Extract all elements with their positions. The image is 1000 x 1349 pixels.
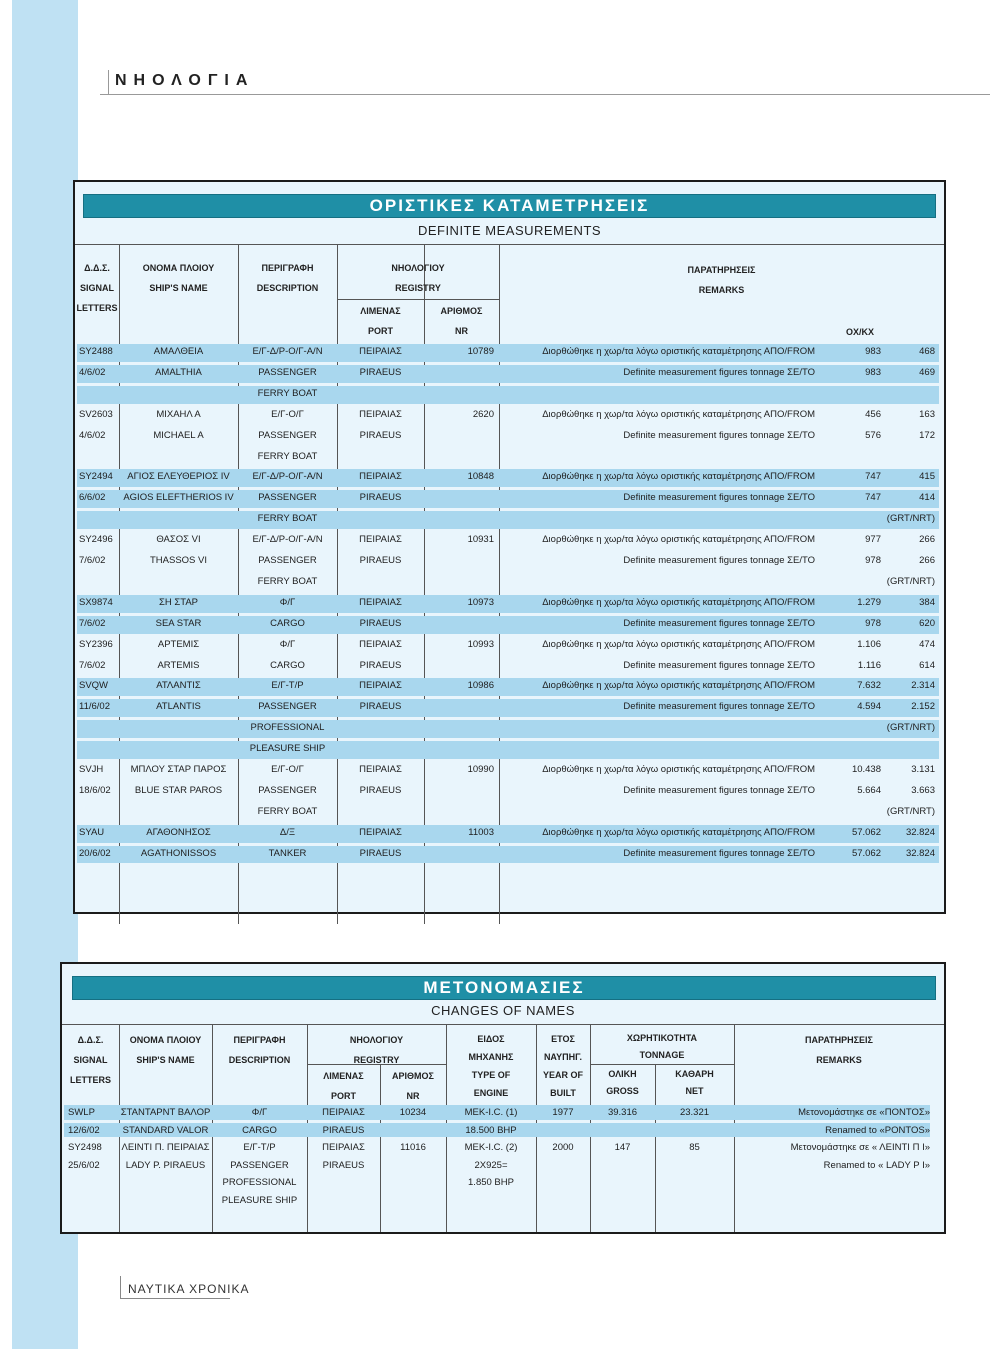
cell-net: 172 xyxy=(919,429,935,441)
hdr-port: ΛΙΜΕΝΑΣ PORT xyxy=(360,306,401,336)
cell-description: CARGO xyxy=(242,1124,277,1136)
hdr-description: ΠΕΡΙΓΡΑΦΗ DESCRIPTION xyxy=(256,263,319,293)
cell-net: 85 xyxy=(689,1142,700,1153)
cell-net: 614 xyxy=(919,659,935,671)
cell-signal: 4/6/02 xyxy=(79,429,106,441)
cell-description: Ε/Γ-Τ/Ρ xyxy=(243,1142,276,1153)
cell-net: 620 xyxy=(919,617,935,629)
cell-signal: 20/6/02 xyxy=(79,847,111,859)
cell-port: PIRAEUS xyxy=(359,659,402,671)
footer-rule-vertical xyxy=(120,1276,121,1298)
cell-remarks: Definite measurement figures tonnage ΣΕ/ΤΟ xyxy=(623,366,815,378)
cell-ship-name: ΑΓΑΘΟΝΗΣΟΣ xyxy=(146,826,211,838)
cell-gross: 978 xyxy=(865,555,881,566)
cell-ship-name: ΣΗ ΣΤΑΡ xyxy=(158,596,199,608)
cell-port: ΠΕΙΡΑΙΑΣ xyxy=(322,1107,365,1118)
cell-net: 266 xyxy=(919,534,935,546)
cell-description: PASSENGER xyxy=(258,701,317,713)
cell-net: 23.321 xyxy=(679,1107,710,1118)
hdr-nr: ΑΡΙΘΜΟΣ NR xyxy=(440,306,483,336)
cell-gross: 147 xyxy=(614,1142,631,1153)
header-rule-vertical xyxy=(108,70,109,94)
cell-ship-name: STANDARD VALOR xyxy=(122,1124,209,1136)
cell-signal: SY2498 xyxy=(68,1142,102,1153)
cell-engine: 1.850 BHP xyxy=(468,1177,514,1188)
cell-port: ΠΕΙΡΑΙΑΣ xyxy=(359,596,402,608)
cell-signal: SV2603 xyxy=(79,408,113,420)
cell-ship-name: LADY P. PIRAEUS xyxy=(125,1159,206,1171)
cell-signal: SX9874 xyxy=(79,596,113,608)
cell-description: Φ/Γ xyxy=(279,596,296,608)
cell-registry-nr: 2620 xyxy=(472,408,494,420)
cell-remarks: Definite measurement figures tonnage ΣΕ/ΤΟ xyxy=(623,617,815,629)
cell-remarks: Διορθώθηκε η χωρ/τα λόγω οριστικής καταμέτρησης ΑΠΟ/FROM xyxy=(542,346,815,357)
hdr2-name: ΟΝΟΜΑ ΠΛΟΙΟΥ SHIP'S NAME xyxy=(129,1035,202,1065)
changes-title-en: CHANGES OF NAMES xyxy=(431,1003,575,1018)
cell-registry-nr: 10990 xyxy=(467,764,494,775)
cell-description: PLEASURE SHIP xyxy=(249,743,326,755)
cell-ship-name: ARTEMIS xyxy=(157,659,200,671)
cell-gross: 1.106 xyxy=(857,638,881,650)
cell-description: Ε/Γ-Τ/Ρ xyxy=(271,680,304,692)
row-band xyxy=(77,720,939,738)
hdr2-tonnage: ΧΩΡΗΤΙΚΟΤΗΤΑ TONNAGE xyxy=(626,1033,698,1060)
cell-net: 2.314 xyxy=(911,680,935,692)
cell-signal: 7/6/02 xyxy=(79,617,106,629)
running-header: ΝΗΟΛΟΓΙΑ xyxy=(115,72,255,89)
cell-net: (GRT/NRT) xyxy=(886,575,935,587)
cell-port: ΠΕΙΡΑΙΑΣ xyxy=(359,534,402,546)
cell-remarks: Definite measurement figures tonnage ΣΕ/ΤΟ xyxy=(623,429,815,441)
hdr2-year: ΕΤΟΣ ΝΑΥΠΗΓ. YEAR OF BUILT xyxy=(542,1034,583,1098)
cell-gross: 39.316 xyxy=(607,1107,638,1118)
cell-signal: 12/6/02 xyxy=(68,1124,100,1136)
cell-gross: 10.438 xyxy=(851,764,881,775)
cell-remarks: Διορθώθηκε η χωρ/τα λόγω οριστικής καταμέτρησης ΑΠΟ/FROM xyxy=(542,826,815,838)
cell-port: ΠΕΙΡΑΙΑΣ xyxy=(359,680,402,692)
changes-of-names-panel xyxy=(60,962,946,1234)
cell-net: 414 xyxy=(919,492,935,504)
cell-remarks: Μετονομάστηκε σε «ΠΟΝΤΟΣ» xyxy=(798,1107,930,1118)
cell-signal: SVJH xyxy=(79,764,104,775)
cell-description: Ε/Γ-Δ/Ρ-Ο/Γ-Α/Ν xyxy=(252,534,323,546)
cell-port: ΠΕΙΡΑΙΑΣ xyxy=(359,638,402,650)
cell-remarks: Definite measurement figures tonnage ΣΕ/ΤΟ xyxy=(623,701,815,713)
cell-description: FERRY BOAT xyxy=(257,513,318,525)
cell-remarks: Definite measurement figures tonnage ΣΕ/ΤΟ xyxy=(623,492,815,504)
cell-description: PASSENGER xyxy=(258,492,317,504)
cell-remarks: Definite measurement figures tonnage ΣΕ/ΤΟ xyxy=(623,659,815,671)
cell-signal: 7/6/02 xyxy=(79,555,106,566)
cell-description: TANKER xyxy=(268,847,307,859)
cell-registry-nr: 10931 xyxy=(467,534,494,546)
cell-signal: SWLP xyxy=(68,1107,95,1118)
cell-description: PROFESSIONAL xyxy=(250,722,325,734)
cell-registry-nr: 11016 xyxy=(400,1142,426,1153)
cell-port: PIRAEUS xyxy=(359,847,402,859)
cell-description: Φ/Γ xyxy=(251,1107,268,1118)
cell-port: ΠΕΙΡΑΙΑΣ xyxy=(359,346,402,357)
hdr2-net: ΚΑΘΑΡΗ NET xyxy=(675,1069,714,1096)
changes-title-gr: ΜΕΤΟΝΟΜΑΣΙΕΣ xyxy=(72,976,936,1000)
cell-net: 468 xyxy=(919,346,935,357)
cell-registry-nr: 10993 xyxy=(467,638,494,650)
cell-description: FERRY BOAT xyxy=(257,805,318,817)
cell-remarks: Διορθώθηκε η χωρ/τα λόγω οριστικής καταμέτρησης ΑΠΟ/FROM xyxy=(542,408,815,420)
cell-description: Φ/Γ xyxy=(279,638,296,650)
hdr2-nr: ΑΡΙΘΜΟΣ NR xyxy=(392,1071,434,1101)
cell-net: 474 xyxy=(919,638,935,650)
cell-net: 469 xyxy=(919,366,935,378)
cell-ship-name: ΘΑΣΟΣ VI xyxy=(156,534,201,546)
cell-description: PASSENGER xyxy=(258,429,317,441)
cell-net: 266 xyxy=(919,555,935,566)
cell-remarks: Renamed to «PONTOS» xyxy=(825,1124,930,1136)
cell-engine: ΜΕΚ-I.C. (1) xyxy=(464,1107,518,1118)
cell-signal: 7/6/02 xyxy=(79,659,106,671)
cell-description: Ε/Γ-Ο/Γ xyxy=(271,764,304,775)
cell-net: 163 xyxy=(919,408,935,420)
cell-net: 3.663 xyxy=(911,784,935,796)
cell-gross: 747 xyxy=(865,492,881,504)
cell-signal: 6/6/02 xyxy=(79,492,106,504)
cell-remarks: Διορθώθηκε η χωρ/τα λόγω οριστικής καταμέτρησης ΑΠΟ/FROM xyxy=(542,596,815,608)
header-rule xyxy=(100,94,990,95)
cell-ship-name: ΑΓΙΟΣ ΕΛΕΥΘΕΡΙΟΣ IV xyxy=(127,471,230,483)
cell-port: PIRAEUS xyxy=(359,366,402,378)
cell-gross: 977 xyxy=(865,534,881,546)
cell-gross: 1.116 xyxy=(857,659,881,671)
cell-engine: ΜΕΚ-I.C. (2) xyxy=(464,1142,518,1153)
cell-port: PIRAEUS xyxy=(359,429,402,441)
cell-remarks: Διορθώθηκε η χωρ/τα λόγω οριστικής καταμέτρησης ΑΠΟ/FROM xyxy=(542,680,815,692)
cell-engine: 2X925= xyxy=(474,1159,508,1171)
cell-engine: 18.500 BHP xyxy=(465,1124,517,1136)
cell-gross: 983 xyxy=(865,366,881,378)
cell-ship-name: AMALTHIA xyxy=(155,366,202,378)
cell-registry-nr: 10973 xyxy=(467,596,494,608)
cell-gross: 983 xyxy=(865,346,881,357)
cell-gross: 7.632 xyxy=(857,680,881,692)
cell-remarks: Definite measurement figures tonnage ΣΕ/ΤΟ xyxy=(623,784,815,796)
hdr2-signal: Δ.Δ.Σ. SIGNAL LETTERS xyxy=(69,1035,111,1085)
cell-description: CARGO xyxy=(270,617,305,629)
cell-port: ΠΕΙΡΑΙΑΣ xyxy=(359,471,402,483)
cell-port: PIRAEUS xyxy=(359,701,402,713)
hdr-registry: ΝΗΟΛΟΓΙΟΥ REGISTRY xyxy=(391,263,445,293)
cell-description: PLEASURE SHIP xyxy=(221,1194,298,1206)
cell-net: 3.131 xyxy=(911,764,935,775)
cell-ship-name: ΣΤΑΝΤΑΡΝΤ ΒΑΛΟΡ xyxy=(120,1107,211,1118)
definite-title-en: DEFINITE MEASUREMENTS xyxy=(417,223,602,238)
cell-net: 2.152 xyxy=(911,701,935,713)
cell-net: (GRT/NRT) xyxy=(886,513,935,525)
cell-description: CARGO xyxy=(270,659,305,671)
cell-ship-name: ΑΡΤΕΜΙΣ xyxy=(157,638,200,650)
cell-remarks: Διορθώθηκε η χωρ/τα λόγω οριστικής καταμέτρησης ΑΠΟ/FROM xyxy=(542,764,815,775)
cell-ship-name: AGATHONISSOS xyxy=(140,847,217,859)
definite-title-gr: ΟΡΙΣΤΙΚΕΣ ΚΑΤΑΜΕΤΡΗΣΕΙΣ xyxy=(83,194,936,218)
cell-signal: SVQW xyxy=(79,680,109,692)
cell-port: PIRAEUS xyxy=(359,617,402,629)
hdr-name: ΟΝΟΜΑ ΠΛΟΙΟΥ SHIP'S NAME xyxy=(142,263,215,293)
row-band xyxy=(77,386,939,404)
cell-signal: SYAU xyxy=(79,826,105,838)
cell-description: PASSENGER xyxy=(258,555,317,566)
hdr2-description: ΠΕΡΙΓΡΑΦΗ DESCRIPTION xyxy=(228,1035,291,1065)
cell-description: FERRY BOAT xyxy=(257,387,318,399)
cell-description: PASSENGER xyxy=(258,366,317,378)
cell-gross: 4.594 xyxy=(857,701,881,713)
hdr-signal: Δ.Δ.Σ. SIGNAL LETTERS xyxy=(76,263,118,313)
cell-ship-name: ΑΤΛΑΝΤΙΣ xyxy=(156,680,201,692)
cell-gross: 747 xyxy=(865,471,881,483)
cell-ship-name: ΜΙΧΑΗΛ Α xyxy=(156,408,201,420)
cell-ship-name: ΑΜΑΛΘΕΙΑ xyxy=(153,346,204,357)
cell-year: 1977 xyxy=(552,1107,574,1118)
definite-measurements-panel xyxy=(73,180,946,914)
cell-description: Δ/Ξ xyxy=(279,826,296,838)
cell-net: 415 xyxy=(919,471,935,483)
cell-registry-nr: 11003 xyxy=(468,826,494,838)
cell-ship-name: ΜΠΛΟΥ ΣΤΑΡ ΠΑΡΟΣ xyxy=(130,764,227,775)
cell-port: PIRAEUS xyxy=(359,784,402,796)
cell-ship-name: MICHAEL A xyxy=(153,429,204,441)
cell-description: PASSENGER xyxy=(230,1159,289,1171)
cell-signal: 18/6/02 xyxy=(79,784,111,796)
cell-net: (GRT/NRT) xyxy=(886,805,935,817)
cell-ship-name: THASSOS VI xyxy=(149,555,207,566)
cell-description: FERRY BOAT xyxy=(257,575,318,587)
cell-ship-name: BLUE STAR PAROS xyxy=(134,784,223,796)
footer-title: ΝΑΥΤΙΚΑ ΧΡΟΝΙΚΑ xyxy=(128,1282,250,1296)
cell-signal: SY2488 xyxy=(79,346,113,357)
cell-port: ΠΕΙΡΑΙΑΣ xyxy=(322,1142,365,1153)
cell-net: 32.824 xyxy=(905,826,935,838)
cell-gross: 57.062 xyxy=(851,847,881,859)
cell-ship-name: SEA STAR xyxy=(155,617,202,629)
hdr2-registry: ΝΗΟΛΟΓΙΟΥ REGISTRY xyxy=(349,1035,404,1065)
cell-remarks: Definite measurement figures tonnage ΣΕ/ΤΟ xyxy=(623,555,815,566)
cell-description: FERRY BOAT xyxy=(257,450,318,462)
cell-port: ΠΕΙΡΑΙΑΣ xyxy=(359,764,402,775)
cell-gross: 1.279 xyxy=(857,596,881,608)
cell-ship-name: ATLANTIS xyxy=(156,701,201,713)
cell-remarks: Renamed to « LADY P I» xyxy=(823,1159,930,1171)
cell-description: Ε/Γ-Δ/Ρ-Ο/Γ-Α/Ν xyxy=(252,471,323,483)
hdr2-port: ΛΙΜΕΝΑΣ PORT xyxy=(323,1071,364,1101)
cell-gross: 576 xyxy=(865,429,881,441)
cell-net: 384 xyxy=(919,596,935,608)
hdr-remarks: ΠΑΡΑΤΗΡΗΣΕΙΣ REMARKS xyxy=(687,265,756,295)
row-band xyxy=(77,741,939,759)
cell-registry-nr: 10234 xyxy=(399,1107,427,1118)
cell-net: (GRT/NRT) xyxy=(886,722,935,734)
cell-remarks: Διορθώθηκε η χωρ/τα λόγω οριστικής καταμέτρησης ΑΠΟ/FROM xyxy=(542,534,815,546)
cell-gross: 978 xyxy=(865,617,881,629)
cell-description: PASSENGER xyxy=(258,784,317,796)
cell-net: 32.824 xyxy=(905,847,935,859)
cell-description: Ε/Γ-Ο/Γ xyxy=(271,408,304,420)
cell-description: PROFESSIONAL xyxy=(222,1177,297,1188)
cell-registry-nr: 10986 xyxy=(467,680,494,692)
cell-port: ΠΕΙΡΑΙΑΣ xyxy=(359,408,402,420)
cell-signal: SY2496 xyxy=(79,534,113,546)
cell-remarks: Διορθώθηκε η χωρ/τα λόγω οριστικής καταμέτρησης ΑΠΟ/FROM xyxy=(542,638,815,650)
hdr2-gross: ΟΛΙΚΗ GROSS xyxy=(606,1069,639,1096)
cell-description: Ε/Γ-Δ/Ρ-Ο/Γ-Α/Ν xyxy=(252,346,323,357)
cell-registry-nr: 10789 xyxy=(467,346,494,357)
cell-gross: 57.062 xyxy=(851,826,881,838)
cell-port: PIRAEUS xyxy=(359,555,402,566)
hdr2-remarks: ΠΑΡΑΤΗΡΗΣΕΙΣ REMARKS xyxy=(805,1035,873,1065)
cell-port: ΠΕΙΡΑΙΑΣ xyxy=(359,826,402,838)
cell-gross: 5.664 xyxy=(857,784,881,796)
cell-year: 2000 xyxy=(552,1142,574,1153)
hdr-oxkx: ΟΧ/ΚΧ xyxy=(845,327,874,337)
cell-ship-name: AGIOS ELEFTHERIOS IV xyxy=(123,492,234,504)
cell-signal: 4/6/02 xyxy=(79,366,106,378)
cell-signal: SY2494 xyxy=(79,471,113,483)
cell-registry-nr: 10848 xyxy=(467,471,494,483)
cell-gross: 456 xyxy=(865,408,881,420)
cell-ship-name: ΛΕΙΝΤΙ Π. ΠΕΙΡΑΙΑΣ xyxy=(121,1142,210,1153)
row-band xyxy=(77,511,939,529)
cell-port: PIRAEUS xyxy=(322,1124,365,1136)
cell-remarks: Definite measurement figures tonnage ΣΕ/ΤΟ xyxy=(623,847,815,859)
cell-signal: 25/6/02 xyxy=(68,1159,100,1171)
cell-signal: SY2396 xyxy=(79,638,113,650)
cell-port: PIRAEUS xyxy=(322,1159,365,1171)
hdr2-engine: ΕΙΔΟΣ ΜΗΧΑΝΗΣ TYPE OF ENGINE xyxy=(468,1034,514,1098)
footer-rule xyxy=(120,1298,230,1299)
cell-signal: 11/6/02 xyxy=(79,701,110,713)
cell-remarks: Διορθώθηκε η χωρ/τα λόγω οριστικής καταμέτρησης ΑΠΟ/FROM xyxy=(542,471,815,483)
cell-port: PIRAEUS xyxy=(359,492,402,504)
cell-remarks: Μετονομάστηκε σε « ΛΕΙΝΤΙ Π Ι» xyxy=(790,1142,930,1153)
